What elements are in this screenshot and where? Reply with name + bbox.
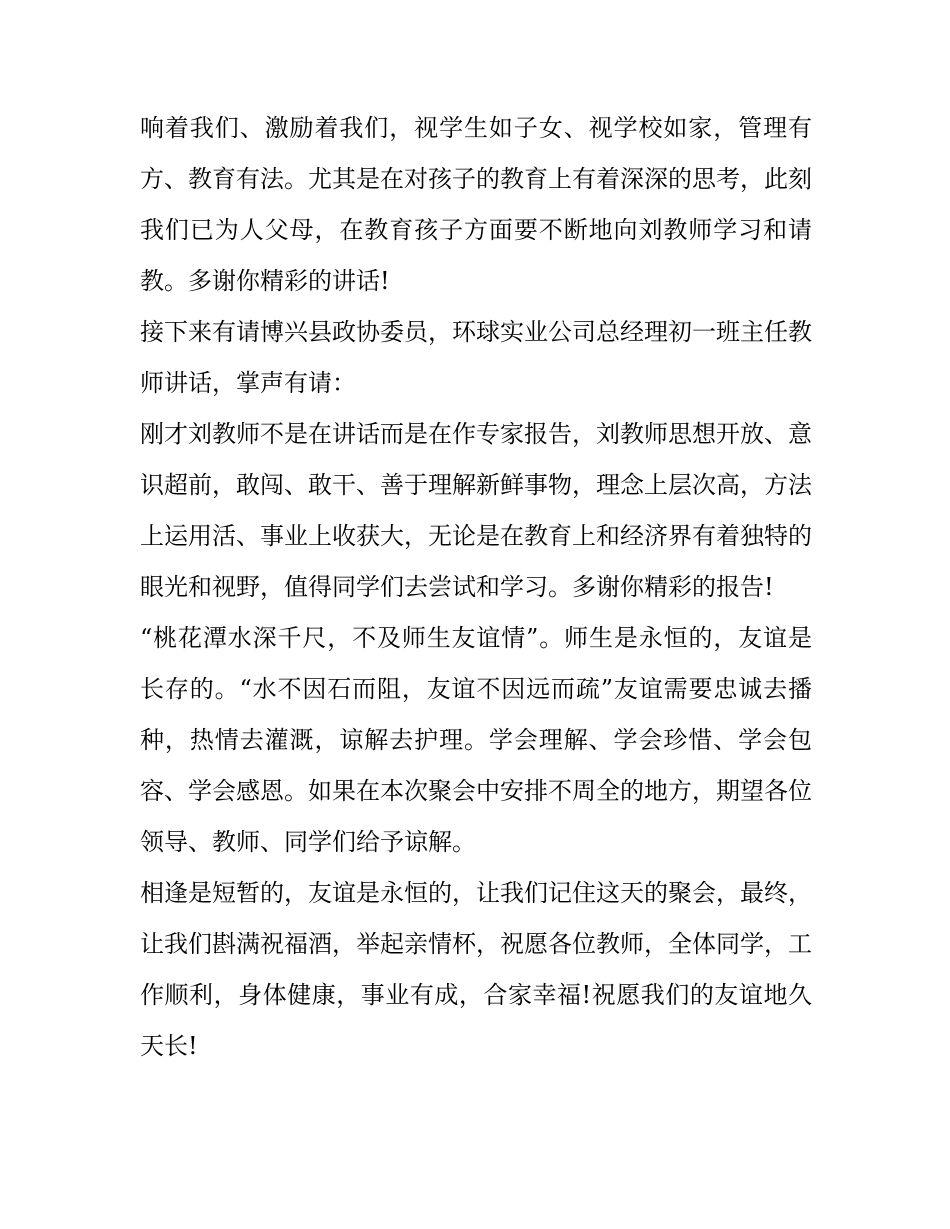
paragraph: 响着我们、激励着我们，视学生如子女、视学校如家，管理有方、教育有法。尤其是在对孩子的教育上有着深深的思考，此刻我们已为人父母，在教育孩子方面要不断地向刘教师学习和请教。多谢你精彩的讲话! [140,114,812,295]
paragraph: 相逢是短暂的，友谊是永恒的，让我们记住这天的聚会，最终，让我们斟满祝福酒，举起亲情杯，祝愿各位教师，全体同学，工作顺利，身体健康，事业有成，合家幸福!祝愿我们的友谊地久天长! [140,879,812,1060]
document-body [140,103,812,1072]
paragraph: 接下来有请博兴县政协委员，环球实业公司总经理初一班主任教师讲话，掌声有请： [140,318,812,397]
paragraph: 刚才刘教师不是在讲话而是在作专家报告，刘教师思想开放、意识超前，敢闯、敢干、善于理解新鲜事物，理念上层次高，方法上运用活、事业上收获大，无论是在教育上和经济界有着独特的眼光和视野，值得同学们去尝试和学习。多谢你精彩的报告! [140,420,812,601]
paragraph: “桃花潭水深千尺，不及师生友谊情”。师生是永恒的，友谊是长存的。“水不因石而阻，友谊不因远而疏”友谊需要忠诚去播种，热情去灌溉，谅解去护理。学会理解、学会珍惜、学会包容、学会感恩。如果在本次聚会中安排不周全的地方，期望各位领导、教师、同学们给予谅解。 [140,624,812,856]
